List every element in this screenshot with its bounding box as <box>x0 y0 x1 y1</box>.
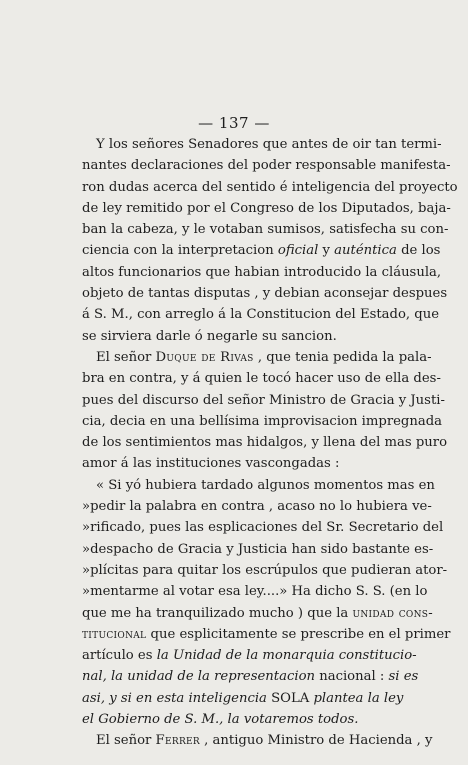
paragraph-quote <box>82 475 451 731</box>
italic-run: asi, y si en esta inteligencia <box>82 690 267 706</box>
smallcaps-run: unidad cons- <box>352 605 433 621</box>
text-line: Y los señores Senadores que antes de oir tan termi- <box>96 137 442 152</box>
text-line <box>82 240 441 261</box>
text-line: cia, decia en una bellísima improvisacion impregnada <box>82 413 443 429</box>
text-run: , antiguo Ministro de Hacienda , y <box>199 733 433 749</box>
text-line: »rificado, pues las esplicaciones del Sr. Secretario del <box>82 520 444 536</box>
italic-run: la Unidad de la monarquia constitucio- <box>156 648 417 664</box>
text-run: , que tenia pedida la pala- <box>253 349 432 365</box>
text-line: ban la cabeza, y le votaban sumisos, satisfecha su con- <box>82 222 449 238</box>
text-line: »mentarme al votar esa ley....» Ha dicho S. S. (en lo <box>82 584 428 600</box>
italic-run: si es <box>388 669 419 685</box>
smallcaps-run: Ferrer <box>155 733 200 749</box>
text-line <box>82 688 404 709</box>
text-line: amor á las instituciones vascongadas : <box>82 456 340 472</box>
italic-run: oficial <box>277 243 319 259</box>
paragraph <box>82 730 433 751</box>
text-run: ciencia con la interpretacion <box>82 243 278 259</box>
text-run: de los <box>396 243 441 259</box>
text-line: de los sentimientos mas hidalgos, y llena del mas puro <box>82 435 448 451</box>
text-line: ron dudas acerca del sentido é inteligencia del proyecto <box>82 179 458 195</box>
text-line: nantes declaraciones del poder responsable manifesta- <box>82 158 451 174</box>
text-run: que me ha tranquilizado mucho ) que la <box>82 605 353 621</box>
text-line <box>82 603 433 624</box>
text-line: altos funcionarios que habian introducido la cláusula, <box>82 264 442 280</box>
text-run: SOLA <box>266 690 314 706</box>
text-line <box>82 666 419 687</box>
text-line <box>82 709 390 730</box>
text-line: pues del discurso del señor Ministro de Gracia y Justi- <box>82 392 445 408</box>
text-run: El señor <box>96 733 156 749</box>
text-line <box>82 730 433 751</box>
page-number: — 137 — <box>198 114 270 132</box>
italic-run: el Gobierno de S. M., la votaremos todos. <box>82 712 359 728</box>
text-run: que esplicitamente se prescribe en el primer <box>146 626 451 642</box>
text-line: »plícitas para quitar los escrúpulos que pudieran ator- <box>82 562 448 578</box>
text-line: se sirviera darle ó negarle su sancion. <box>82 328 337 344</box>
text-line <box>82 347 432 368</box>
text-run: El señor <box>96 349 156 365</box>
text-line: de ley remitido por el Congreso de los Diputados, baja- <box>82 200 451 216</box>
text-line <box>82 624 451 645</box>
text-line: »pedir la palabra en contra , acaso no lo hubiera ve- <box>82 499 432 515</box>
italic-run: plantea la ley <box>313 690 404 706</box>
smallcaps-run: Duque de Rivas <box>155 349 254 365</box>
italic-run: auténtica <box>334 243 397 259</box>
italic-run: nal, la unidad de la representacion <box>82 669 316 685</box>
text-run: nacional : <box>315 669 389 685</box>
smallcaps-run: titucional <box>82 626 147 642</box>
text-run: artículo es <box>82 648 157 664</box>
text-line: bra en contra, y á quien le tocó hacer uso de ella des- <box>82 371 441 387</box>
text-line: á S. M., con arreglo á la Constitucion del Estado, que <box>82 307 440 323</box>
text-line: « Si yó hubiera tardado algunos momentos mas en <box>96 477 435 493</box>
text-line: objeto de tantas disputas , y debian aconsejar despues <box>82 286 448 302</box>
paragraph <box>82 347 448 475</box>
text-run: y <box>318 243 335 259</box>
paragraph <box>82 134 458 347</box>
body-text <box>82 134 458 752</box>
text-line: »despacho de Gracia y Justicia han sido bastante es- <box>82 541 434 557</box>
text-line <box>82 645 417 666</box>
